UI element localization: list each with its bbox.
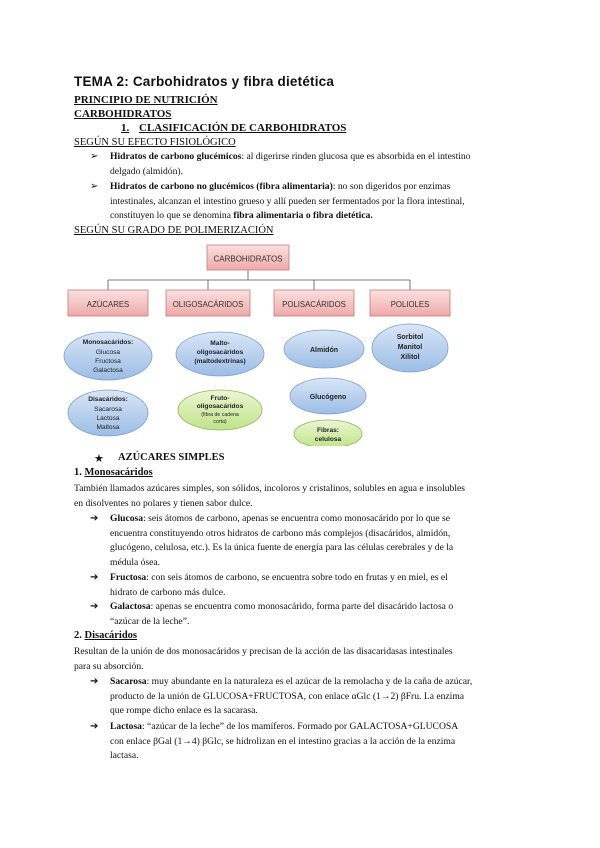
fibras-label: Fibras: [317, 427, 339, 434]
fruto-note: (fibra de cadena [201, 412, 239, 418]
connector-lines [108, 270, 410, 290]
arrow-bullet-icon: ➔ [90, 513, 99, 524]
poliol-item: Sorbitol [396, 334, 424, 341]
arrow-bullet-icon: ➔ [90, 572, 99, 583]
glucosa-item: Glucosa: seis átomos de carbono, apenas se encuentra como monosacárido por lo que se encuentra constituyendo otros hidratos de carbono más complejos (disacáridos, almidón, glucógeno, celulosa, etc.). Es la única fuente de energía para las células cerebrales y de la médula ósea. [110, 513, 454, 568]
mono-item: Galactosa [93, 367, 123, 374]
di-item: Maltosa [96, 424, 120, 431]
chevron-bullet-icon: ➢ [90, 181, 99, 192]
category-polioles: POLIOLES [390, 300, 430, 309]
almidon-label: Almidón [310, 347, 338, 354]
category-azucares: AZÚCARES [86, 300, 130, 309]
category-oligosacaridos: OLIGOSACÁRIDOS [172, 300, 244, 309]
malto-label: (maltodextrinas) [194, 358, 246, 365]
heading-carbohidratos: CARBOHIDRATOS [74, 108, 172, 120]
arrow-bullet-icon: ➔ [90, 601, 99, 612]
di-item: Sacarosa [94, 406, 122, 413]
poliol-item: Xilitol [400, 354, 420, 361]
fruto-note: corta) [213, 419, 227, 425]
heading-principio: PRINCIPIO DE NUTRICIÓN [74, 94, 218, 106]
section1-number: 1. [121, 122, 130, 134]
section1-title: CLASIFICACIÓN DE CARBOHIDRATOS [139, 122, 347, 134]
efecto-item-2-bold: Hidratos de carbono no glucémicos (fibra alimentaria) [110, 181, 333, 192]
di-intro: Resultan de la unión de dos monosacáridos y precisan de la acción de las disacaridasas intestinales para su absorción. [74, 646, 453, 672]
efecto-item-1: Hidratos de carbono glucémicos: al digerirse rinden glucosa que es absorbida en el intestino delgado (almidón). [110, 151, 471, 177]
malto-label: oligosacáridos [196, 349, 244, 356]
grado-heading: SEGÚN SU GRADO DE POLIMERIZACIÓN [74, 225, 274, 236]
poliol-item: Manitol [397, 344, 423, 351]
malto-label: Malto- [210, 340, 230, 347]
efecto-item-1-bold: Hidratos de carbono glucémicos [110, 151, 242, 162]
mono-item: Glucosa [95, 349, 121, 356]
efecto-heading: SEGÚN SU EFECTO FISIOLÓGICO [74, 137, 236, 148]
classification-diagram [60, 238, 470, 446]
di-heading: 2. Disacáridos [74, 630, 137, 641]
glucogeno-label: Glucógeno [309, 394, 347, 401]
galactosa-item: Galactosa: apenas se encuentra como monosacárido, forma parte del disacárido lactosa o “azúcar de la leche”. [110, 601, 454, 627]
arrow-bullet-icon: ➔ [90, 676, 99, 687]
mono-intro: También llamados azúcares simples, son sólidos, incoloros y cristalinos, solubles en agua e insolubles en disolventes no polares y tienen sabor dulce. [74, 483, 466, 509]
fruto-label: Fruto- [210, 395, 230, 402]
fructosa-item: Fructosa: con seis átomos de carbono, se encuentra sobre todo en frutas y en miel, es el hidrato de carbono más dulce. [110, 572, 448, 598]
di-label: Disacáridos: [88, 396, 128, 403]
sacarosa-item: Sacarosa: muy abundante en la naturaleza es el azúcar de la remolacha y de la caña de azúcar, producto de la unión de GLUCOSA+FRUCTOSA, con enlace αGlc (1→2) βFru. La enzima que rompe dicho enlace es la sacarasa. [110, 676, 473, 717]
page-title: TEMA 2: Carbohidratos y fibra dietética [74, 74, 335, 89]
azucares-heading: AZÚCARES SIMPLES [118, 452, 225, 463]
fibras-label: celulosa [314, 436, 342, 443]
root-label: CARBOHIDRATOS [213, 254, 283, 264]
mono-label: Monosacáridos: [82, 339, 134, 346]
efecto-item-2: Hidratos de carbono no glucémicos (fibra alimentaria): no son digeridos por enzimas intestinales, alcanzan el intestino grueso y allí pueden ser fermentados por la flora intestinal, constituyen lo que se denomina fibra alimentaria o fibra dietética. [110, 181, 465, 222]
fruto-label: oligosacáridos [196, 403, 244, 410]
mono-item: Fructosa [95, 358, 121, 365]
chevron-bullet-icon: ➢ [90, 151, 99, 162]
di-item: Lactosa [96, 415, 120, 422]
star-icon: ★ [94, 453, 104, 465]
lactosa-item: Lactosa: “azúcar de la leche” de los mamíferos. Formado por GALACTOSA+GLUCOSA con enlace βGal (1→4) βGlc, se hidrolizan en el intestino gracias a la acción de la enzima lactasa. [110, 721, 459, 762]
category-polisacaridos: POLISACÁRIDOS [282, 300, 346, 309]
mono-heading: 1. Monosacáridos [74, 467, 153, 478]
arrow-bullet-icon: ➔ [90, 721, 99, 732]
